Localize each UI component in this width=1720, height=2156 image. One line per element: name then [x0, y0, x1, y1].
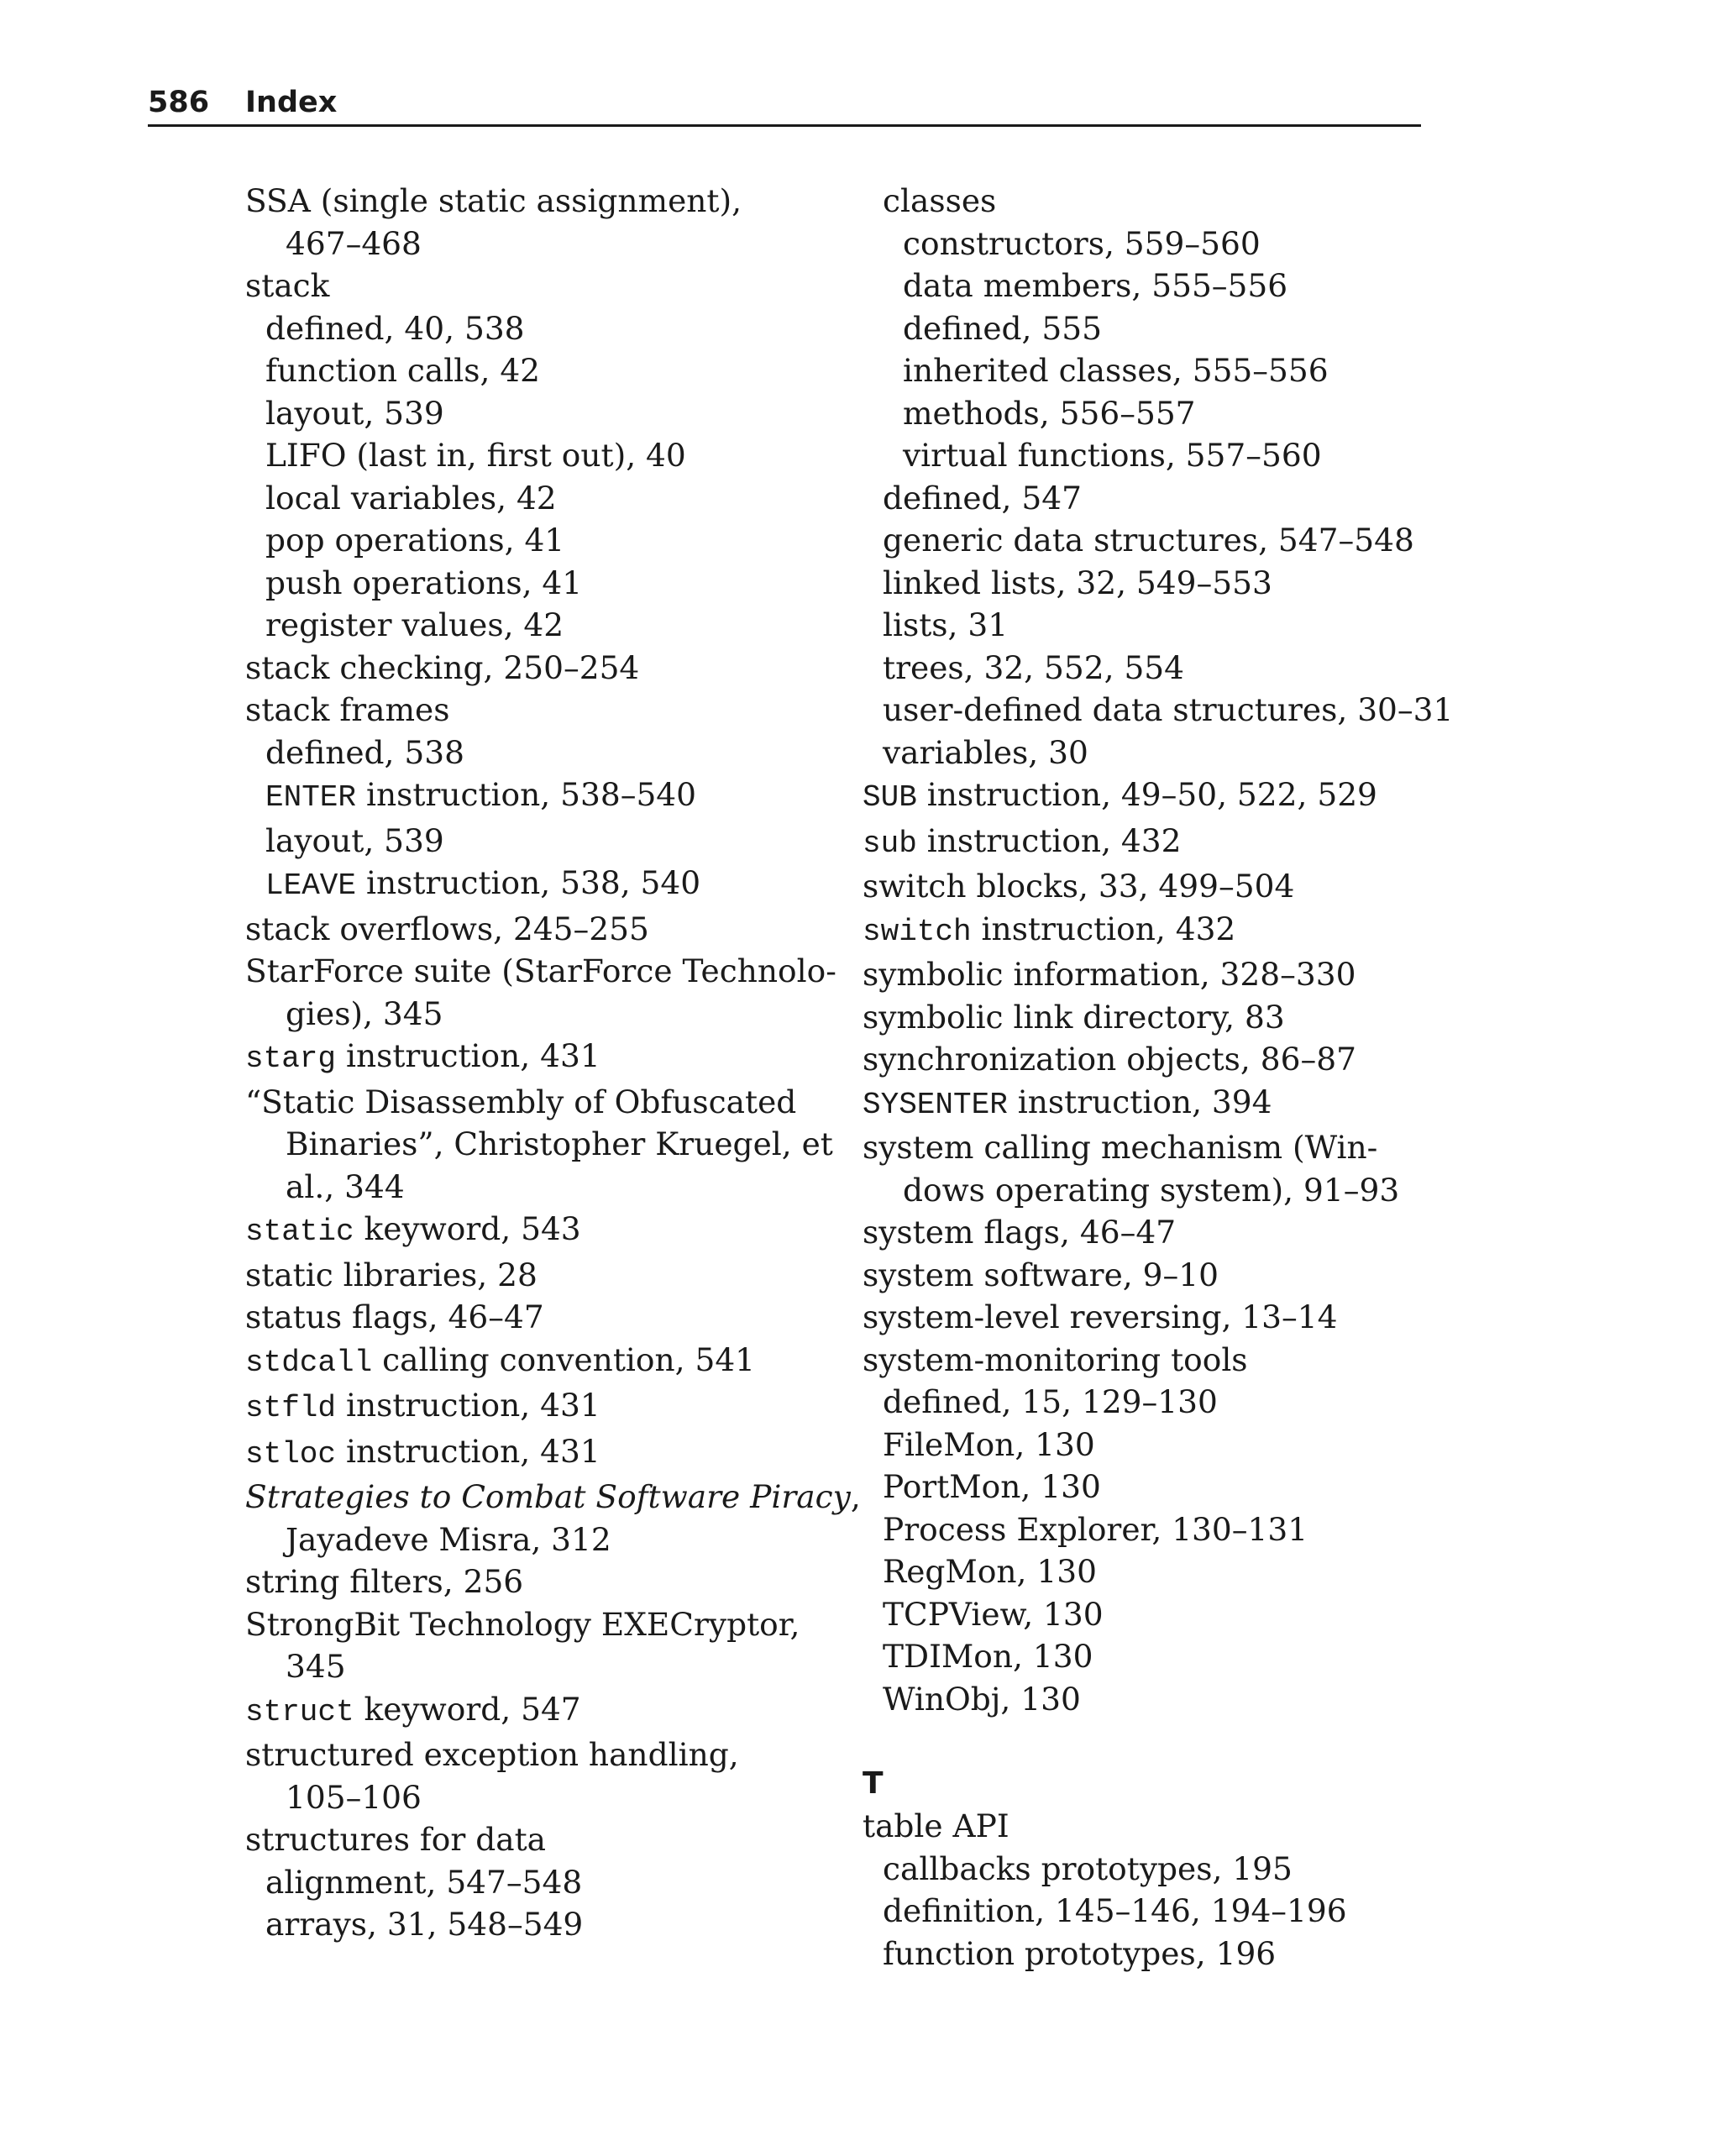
index-subentry — [863, 1424, 1450, 1466]
index-subentry — [863, 519, 1450, 562]
entry-text: instruction, 432 — [971, 910, 1236, 947]
letter-heading — [863, 1763, 1450, 1806]
index-entry — [245, 1254, 833, 1297]
index-entry — [245, 1430, 833, 1477]
entry-text: gies), 345 — [286, 994, 443, 1032]
index-entry — [863, 1038, 1450, 1081]
entry-text: inherited classes, 555–556 — [903, 352, 1329, 389]
running-header — [148, 82, 1421, 127]
entry-text: table API — [863, 1807, 1009, 1844]
index-entry-continuation — [245, 1166, 833, 1209]
index-subentry — [245, 477, 833, 520]
entry-text: system flags, 46–47 — [863, 1214, 1177, 1251]
index-entry-continuation — [245, 1123, 833, 1166]
index-entry — [245, 1339, 833, 1385]
index-subentry — [863, 1381, 1450, 1424]
entry-text: lists, 31 — [883, 606, 1009, 643]
entry-text: function calls, 42 — [265, 352, 541, 389]
index-subentry — [245, 820, 833, 863]
entry-text: dows operating system), 91–93 — [903, 1171, 1400, 1209]
index-subentry — [863, 1933, 1450, 1975]
entry-text: system-monitoring tools — [863, 1340, 1248, 1378]
index-subentry — [863, 349, 1450, 392]
entry-text: structured exception handling, — [245, 1736, 739, 1773]
entry-text: SSA (single static assignment), — [245, 182, 742, 219]
entry-text: stack frames — [245, 691, 450, 728]
entry-text: status flags, 46–47 — [245, 1298, 544, 1335]
entry-text: switch blocks, 33, 499–504 — [863, 868, 1295, 905]
index-entry — [245, 1384, 833, 1430]
index-entry — [245, 1476, 861, 1519]
entry-text: data members, 555–556 — [903, 267, 1288, 304]
index-entry — [245, 950, 836, 993]
entry-text: stack — [245, 267, 330, 304]
entry-text: system calling mechanism (Win- — [863, 1129, 1378, 1166]
entry-text: Jayadeve Misra, 312 — [286, 1520, 611, 1558]
entry-text: symbolic information, 328–330 — [863, 956, 1356, 993]
index-entry — [245, 1081, 833, 1124]
index-subentry — [245, 562, 833, 605]
entry-text: synchronization objects, 86–87 — [863, 1041, 1356, 1078]
code-term: LEAVE — [265, 868, 357, 903]
entry-text: TDIMon, 130 — [883, 1638, 1093, 1675]
entry-text: WinObj, 130 — [883, 1680, 1081, 1718]
entry-text: Binaries”, Christopher Kruegel, et — [286, 1125, 833, 1162]
entry-text: defined, 40, 538 — [265, 309, 525, 347]
entry-text: , — [850, 1478, 861, 1515]
index-entry-continuation — [245, 1645, 833, 1688]
code-term: switch — [863, 914, 972, 949]
index-entry — [245, 1035, 833, 1081]
entry-text: alignment, 547–548 — [265, 1863, 583, 1901]
entry-text: linked lists, 32, 549–553 — [883, 564, 1272, 601]
index-entry — [863, 820, 1450, 866]
entry-text: StrongBit Technology EXECryptor, — [245, 1605, 800, 1643]
index-subentry — [863, 223, 1450, 265]
index-subentry — [245, 1903, 833, 1946]
entry-text: Process Explorer, 130–131 — [883, 1510, 1308, 1548]
entry-text: structures for data — [245, 1821, 546, 1858]
entry-text: instruction, 49–50, 522, 529 — [916, 776, 1377, 813]
entry-text: variables, 30 — [883, 733, 1088, 771]
page-number: 586 — [148, 86, 210, 119]
index-entry — [863, 1339, 1450, 1382]
entry-text: instruction, 394 — [1007, 1083, 1272, 1120]
entry-text: “Static Disassembly of Obfuscated — [245, 1083, 797, 1120]
entry-text: stack overflows, 245–255 — [245, 910, 649, 947]
index-entry-continuation — [245, 223, 833, 265]
index-entry-continuation — [863, 1169, 1450, 1212]
entry-text: callbacks prototypes, 195 — [883, 1849, 1293, 1887]
index-entry — [245, 1208, 833, 1254]
index-subentry — [863, 1466, 1450, 1508]
index-entry — [245, 1296, 833, 1339]
code-term: SUB — [863, 780, 917, 815]
index-subentry — [245, 1861, 833, 1904]
index-subentry — [863, 1508, 1450, 1551]
entry-text: keyword, 543 — [354, 1210, 581, 1247]
index-entry — [863, 1805, 1450, 1848]
code-term: stfld — [245, 1391, 337, 1425]
entry-text: keyword, 547 — [354, 1690, 581, 1728]
code-term: struct — [245, 1694, 354, 1729]
index-subentry — [863, 434, 1450, 477]
index-entry — [863, 953, 1450, 996]
index-subentry — [863, 265, 1450, 307]
entry-text: register values, 42 — [265, 606, 564, 643]
index-column-right — [863, 180, 1454, 1975]
index-subentry — [863, 1635, 1450, 1678]
entry-text: function prototypes, 196 — [883, 1934, 1277, 1972]
index-subentry — [245, 604, 833, 647]
index-entry — [245, 1818, 833, 1861]
index-entry — [863, 1254, 1450, 1297]
entry-text: string filters, 256 — [245, 1563, 524, 1600]
running-header-title: Index — [245, 86, 338, 119]
entry-text: layout, 539 — [265, 821, 444, 859]
index-entry — [863, 865, 1450, 908]
index-subentry — [245, 392, 833, 435]
index-subentry — [245, 307, 833, 350]
index-entry-continuation — [245, 1776, 833, 1819]
entry-text: defined, 555 — [903, 309, 1102, 347]
index-entry — [245, 1734, 833, 1776]
index-subentry — [863, 477, 1450, 520]
index-subentry — [245, 862, 833, 908]
entry-text: generic data structures, 547–548 — [883, 522, 1414, 559]
index-subentry — [863, 307, 1450, 350]
entry-text: RegMon, 130 — [883, 1553, 1097, 1590]
code-term: static — [245, 1214, 354, 1249]
index-subentry — [863, 1550, 1450, 1593]
index-subentry — [245, 732, 833, 774]
entry-text: constructors, 559–560 — [903, 224, 1261, 262]
entry-text: pop operations, 41 — [265, 522, 565, 559]
index-entry — [245, 1688, 833, 1734]
index-subentry — [863, 732, 1450, 774]
entry-text: symbolic link directory, 83 — [863, 998, 1285, 1036]
entry-text: FileMon, 130 — [883, 1425, 1095, 1463]
entry-text: 105–106 — [286, 1778, 422, 1816]
entry-text: classes — [883, 182, 997, 219]
entry-text: static libraries, 28 — [245, 1256, 538, 1293]
index-subentry — [863, 647, 1450, 690]
index-entry — [863, 1126, 1450, 1169]
code-term: sub — [863, 826, 917, 861]
index-subentry — [863, 1890, 1450, 1933]
index-subentry — [245, 349, 833, 392]
index-entry-continuation — [245, 1519, 833, 1561]
entry-text: 345 — [286, 1648, 346, 1685]
spacer — [863, 1720, 1450, 1763]
entry-text: StarForce suite (StarForce Technolo- — [245, 952, 836, 989]
index-subentry — [863, 1678, 1450, 1721]
index-subentry — [245, 519, 833, 562]
entry-text: T — [863, 1765, 884, 1801]
index-subentry — [863, 180, 1450, 223]
index-subentry — [863, 1593, 1450, 1636]
entry-text: trees, 32, 552, 554 — [883, 648, 1185, 686]
entry-text: defined, 538 — [265, 733, 464, 771]
entry-text: instruction, 432 — [916, 821, 1182, 859]
index-subentry — [863, 604, 1450, 647]
index-subentry — [245, 774, 833, 820]
index-entry — [245, 180, 833, 223]
entry-text: arrays, 31, 548–549 — [265, 1906, 584, 1943]
index-entry — [863, 774, 1450, 820]
code-term: stdcall — [245, 1345, 373, 1380]
entry-text: system-level reversing, 13–14 — [863, 1298, 1338, 1335]
entry-text: system software, 9–10 — [863, 1256, 1219, 1293]
index-entry — [245, 1561, 833, 1603]
entry-text: stack checking, 250–254 — [245, 648, 640, 686]
index-entry — [245, 647, 833, 690]
entry-text: TCPView, 130 — [883, 1595, 1104, 1633]
entry-text: virtual functions, 557–560 — [903, 437, 1322, 474]
entry-text: defined, 15, 129–130 — [883, 1383, 1218, 1420]
entry-text: instruction, 431 — [336, 1432, 600, 1470]
code-term: ENTER — [265, 780, 357, 815]
entry-text: PortMon, 130 — [883, 1468, 1101, 1505]
code-term: SYSENTER — [863, 1087, 1008, 1122]
index-entry — [245, 908, 833, 951]
index-subentry — [863, 562, 1450, 605]
index-subentry — [863, 689, 1454, 732]
code-term: stloc — [245, 1436, 337, 1471]
index-subentry — [863, 392, 1450, 435]
index-subentry — [863, 1848, 1450, 1891]
index-entry-continuation — [245, 993, 833, 1036]
index-entry — [245, 689, 833, 732]
entry-text: user-defined data structures, 30–31 — [883, 691, 1454, 728]
code-term: starg — [245, 1041, 337, 1076]
entry-text: instruction, 538–540 — [356, 776, 697, 813]
index-subentry — [245, 434, 833, 477]
entry-text: methods, 556–557 — [903, 394, 1196, 432]
index-entry — [245, 1603, 833, 1646]
entry-text: calling convention, 541 — [372, 1340, 756, 1378]
index-entry — [863, 1296, 1450, 1339]
entry-text: instruction, 431 — [336, 1037, 600, 1074]
index-entry — [863, 996, 1450, 1039]
index-entry — [863, 908, 1450, 954]
entry-text: instruction, 538, 540 — [356, 864, 701, 901]
entry-text: defined, 547 — [883, 479, 1082, 517]
index-entry — [863, 1081, 1450, 1127]
entry-text: 467–468 — [286, 224, 422, 262]
index-column-left — [245, 180, 861, 1946]
index-entry — [863, 1211, 1450, 1254]
entry-text: layout, 539 — [265, 394, 444, 432]
entry-text: al., 344 — [286, 1167, 405, 1205]
entry-text: definition, 145–146, 194–196 — [883, 1892, 1347, 1929]
entry-text: LIFO (last in, first out), 40 — [265, 437, 686, 474]
index-entry — [245, 265, 833, 307]
entry-text: push operations, 41 — [265, 564, 583, 601]
entry-text: local variables, 42 — [265, 479, 557, 517]
entry-text: instruction, 431 — [336, 1387, 600, 1424]
title-term: Strategies to Combat Software Piracy — [245, 1478, 851, 1515]
